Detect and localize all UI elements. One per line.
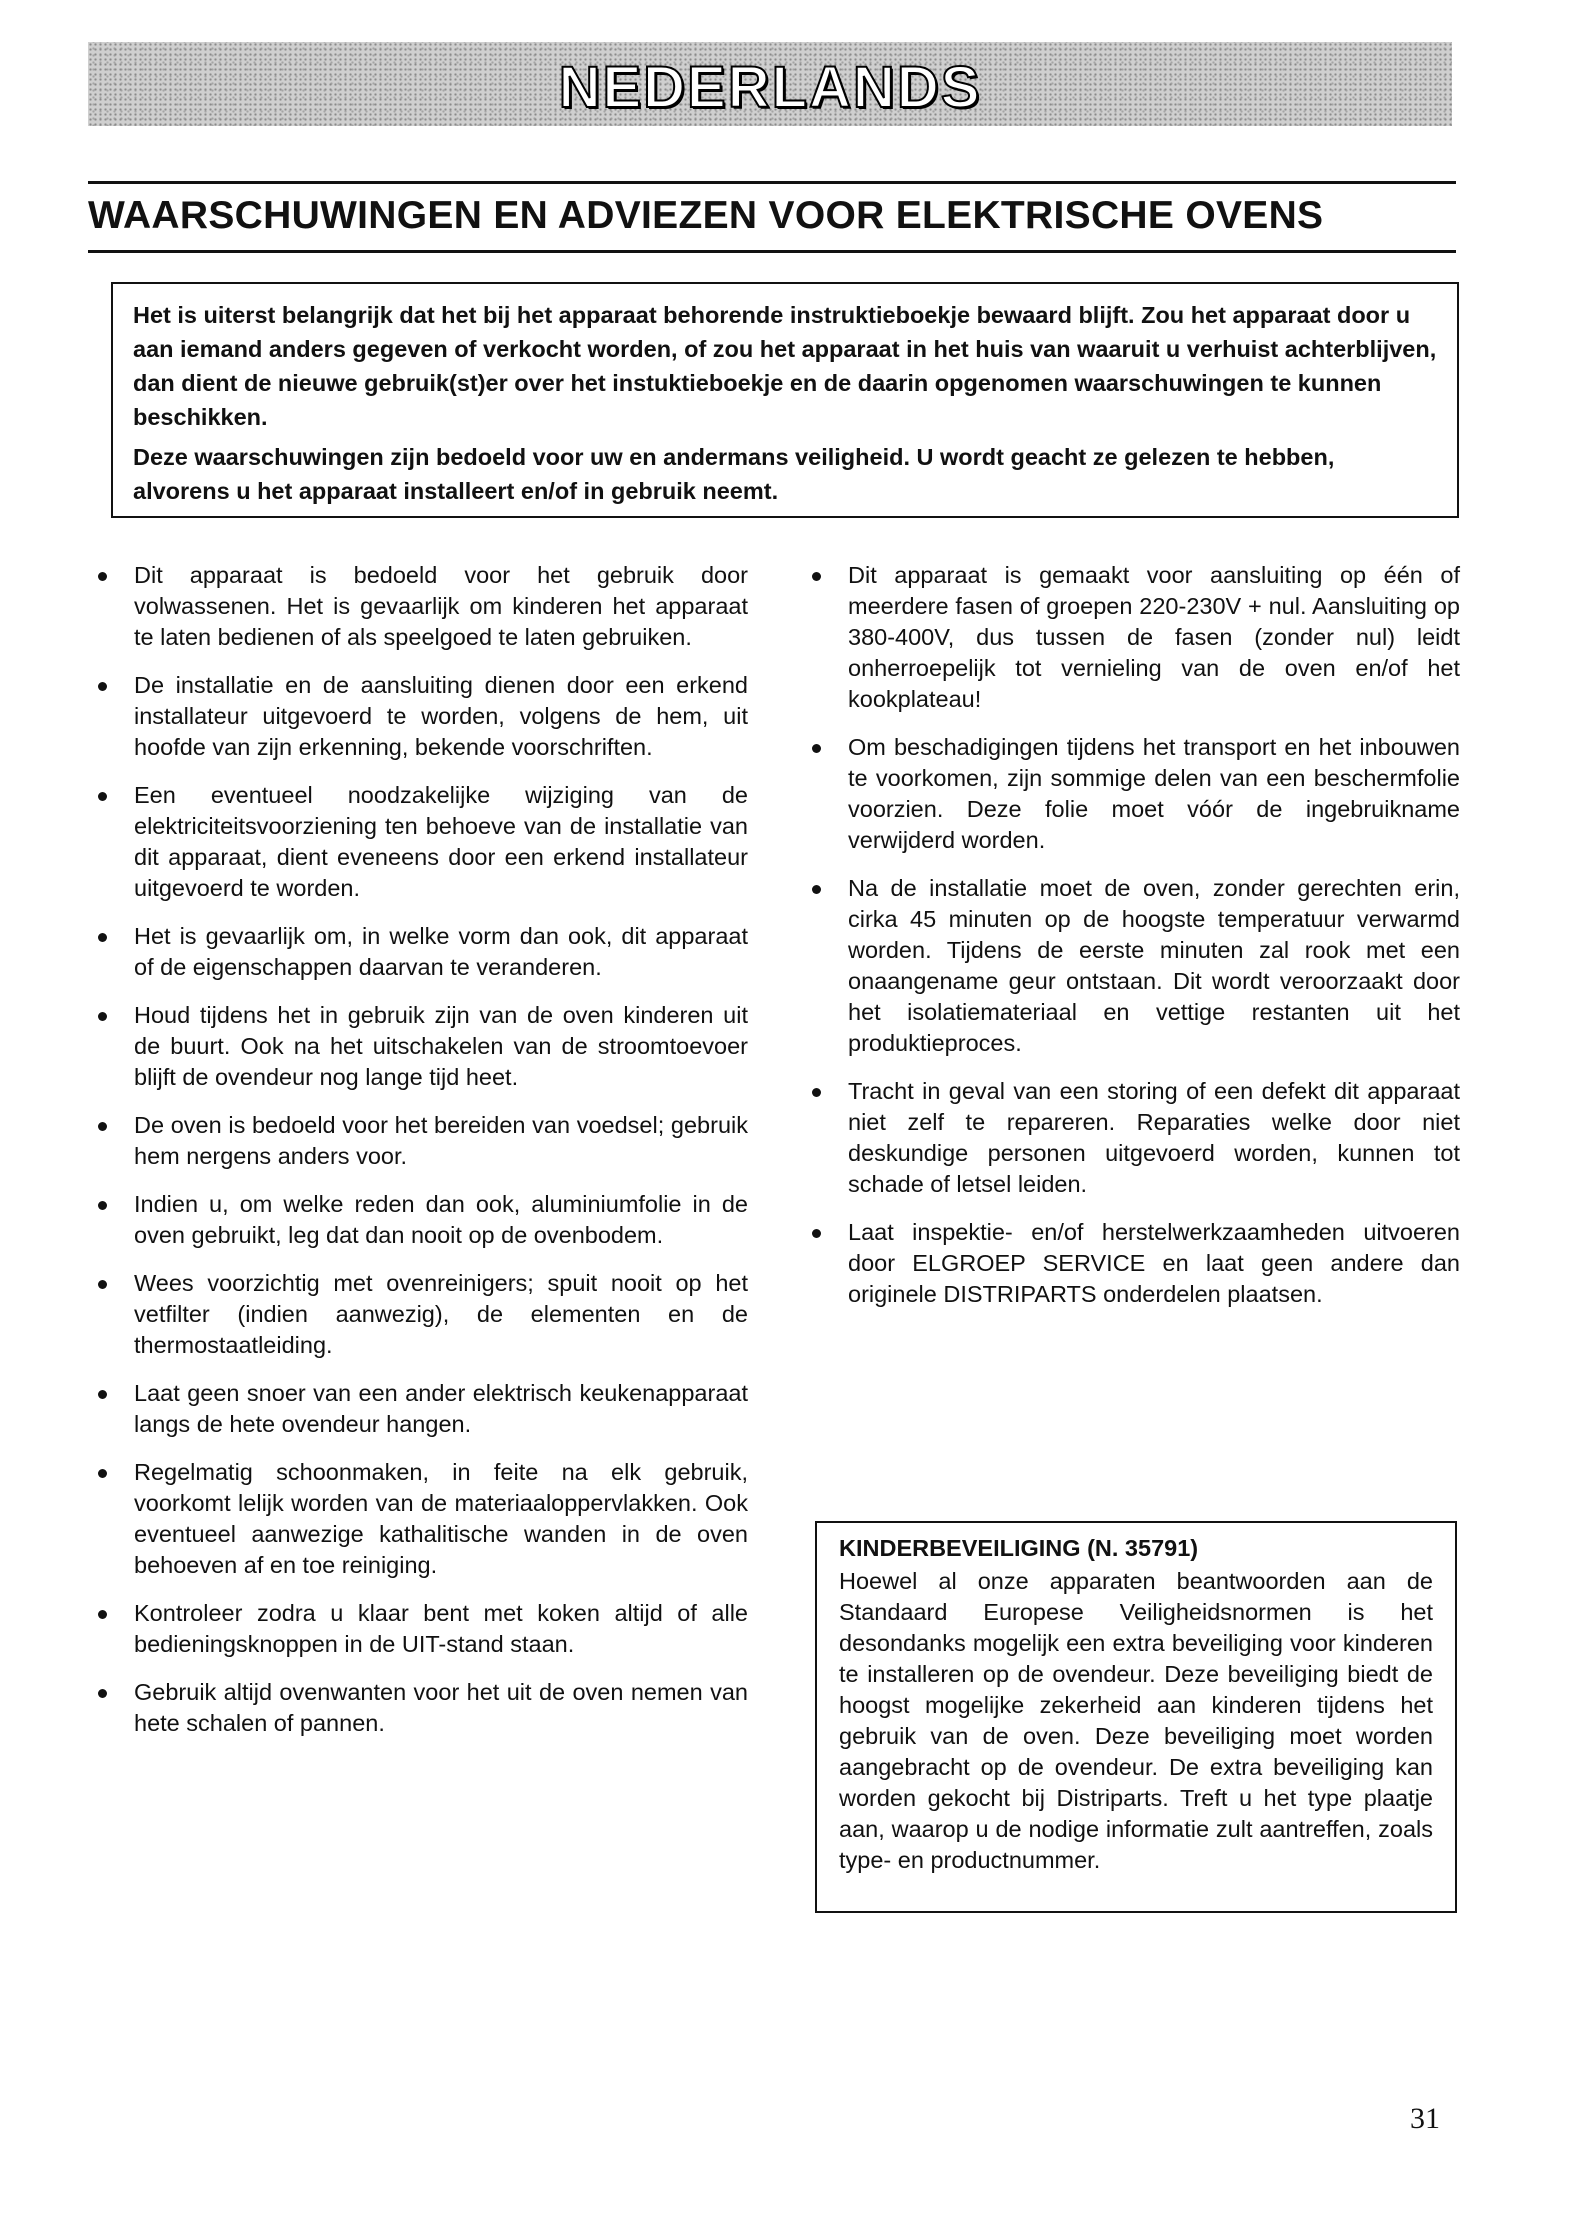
child-safety-box	[815, 1521, 1457, 1913]
bullet-icon	[98, 1201, 107, 1210]
list-item	[810, 1076, 1460, 1200]
list-item	[810, 1217, 1460, 1310]
bullet-icon	[812, 1229, 821, 1238]
list-item	[96, 921, 748, 983]
page-title: WAARSCHUWINGEN EN ADVIEZEN VOOR ELEKTRISCHE OVENS	[88, 194, 1324, 237]
list-item	[96, 780, 748, 904]
bullet-icon	[98, 1012, 107, 1021]
list-item	[96, 1457, 748, 1581]
list-item-text: Houd tijdens het in gebruik zijn van de oven kinderen uit de buurt. Ook na het uitschakelen van de stroomtoevoer blijft de ovendeur nog lange tijd heet.	[134, 1002, 748, 1090]
bullet-icon	[98, 792, 107, 801]
list-item	[96, 1110, 748, 1172]
list-item-text: Een eventueel noodzakelijke wijziging van de elektriciteitsvoorziening ten behoeve van de installatie van dit apparaat, dient eveneens door een erkend installateur uitgevoerd te worden.	[134, 782, 748, 901]
banner-title: NEDERLANDS	[558, 55, 982, 120]
notice-paragraph: Het is uiterst belangrijk dat het bij het apparaat behorende instruktieboekje bewaard blijft. Zou het apparaat door u aan iemand anders gegeven of verkocht worden, of zou het apparaat in het huis van waaruit u verhuist achterblijven, dan dient de nieuwe gebruik(st)er over het instuktieboekje en de daarin opgenomen waarschuwingen te kunnen beschikken.	[133, 302, 1437, 430]
list-item-text: Na de installatie moet de oven, zonder gerechten erin, cirka 45 minuten op de hoogste temperatuur verwarmd worden. Tijdens de eerste minuten zal rook met een onaangename geur ontstaan. Dit wordt veroorzaakt door het isolatiemateriaal en vettige restanten uit het produktieproces.	[848, 875, 1460, 1056]
list-item	[96, 1189, 748, 1251]
bullet-icon	[98, 1689, 107, 1698]
bullet-icon	[98, 572, 107, 581]
bullet-icon	[812, 1088, 821, 1097]
list-item	[96, 1677, 748, 1739]
page-number: 31	[1410, 2102, 1440, 2135]
bullet-icon	[98, 933, 107, 942]
list-item-text: Het is gevaarlijk om, in welke vorm dan ook, dit apparaat of de eigenschappen daarvan te veranderen.	[134, 923, 748, 980]
list-item	[96, 1598, 748, 1660]
title-rule-top	[88, 181, 1456, 184]
bullet-icon	[98, 1280, 107, 1289]
bullet-icon	[812, 572, 821, 581]
left-warning-list	[96, 560, 748, 1756]
list-item-text: Laat inspektie- en/of herstelwerkzaamheden uitvoeren door ELGROEP SERVICE en laat geen andere dan originele DISTRIPARTS onderdelen plaatsen.	[848, 1219, 1460, 1307]
list-item-text: De oven is bedoeld voor het bereiden van voedsel; gebruik hem nergens anders voor.	[134, 1112, 748, 1169]
bullet-icon	[98, 1122, 107, 1131]
notice-paragraph: Deze waarschuwingen zijn bedoeld voor uw en andermans veiligheid. U wordt geacht ze gelezen te hebben, alvorens u het apparaat installeert en/of in gebruik neemt.	[133, 444, 1335, 504]
list-item-text: Tracht in geval van een storing of een defekt dit apparaat niet zelf te repareren. Reparaties welke door niet deskundige personen uitgevoerd worden, kunnen tot schade of letsel leiden.	[848, 1078, 1460, 1197]
list-item-text: Laat geen snoer van een ander elektrisch keukenapparaat langs de hete ovendeur hangen.	[134, 1380, 748, 1437]
list-item-text: Regelmatig schoonmaken, in feite na elk gebruik, voorkomt lelijk worden van de materiaaloppervlakken. Ook eventueel aanwezige kathalitische wanden in de oven behoeven af en toe reiniging.	[134, 1459, 748, 1578]
bullet-icon	[98, 1469, 107, 1478]
child-safety-title: KINDERBEVEILIGING (N. 35791)	[839, 1535, 1199, 1561]
important-notice-box	[111, 282, 1459, 518]
list-item	[96, 560, 748, 653]
title-rule-bottom	[88, 250, 1456, 253]
bullet-icon	[98, 682, 107, 691]
list-item-text: De installatie en de aansluiting dienen door een erkend installateur uitgevoerd te worden, volgens de hem, uit hoofde van zijn erkenning, bekende voorschriften.	[134, 672, 748, 760]
list-item	[810, 732, 1460, 856]
list-item-text: Gebruik altijd ovenwanten voor het uit de oven nemen van hete schalen of pannen.	[134, 1679, 748, 1736]
right-warning-list	[810, 560, 1460, 1327]
list-item	[96, 670, 748, 763]
list-item	[810, 560, 1460, 715]
list-item	[810, 873, 1460, 1059]
bullet-icon	[812, 885, 821, 894]
bullet-icon	[812, 744, 821, 753]
list-item	[96, 1000, 748, 1093]
list-item-text: Dit apparaat is bedoeld voor het gebruik door volwassenen. Het is gevaarlijk om kinderen het apparaat te laten bedienen of als speelgoed te laten gebruiken.	[134, 562, 748, 650]
list-item	[96, 1268, 748, 1361]
bullet-icon	[98, 1390, 107, 1399]
child-safety-text: Hoewel al onze apparaten beantwoorden aan de Standaard Europese Veiligheidsnormen is het desondanks mogelijk een extra beveiliging voor kinderen te installeren op de ovendeur. Deze beveiliging biedt de hoogst mogelijke zekerheid aan kinderen tijdens het gebruik van de oven. Deze beveiliging moet worden aangebracht op de ovendeur. De extra beveiliging kan worden gekocht bij Distriparts. Treft u het type plaatje aan, waarop u de nodige informatie zult aantreffen, zoals type- en productnummer.	[839, 1568, 1433, 1873]
language-banner	[88, 42, 1452, 126]
list-item	[96, 1378, 748, 1440]
list-item-text: Kontroleer zodra u klaar bent met koken altijd of alle bedieningsknoppen in de UIT-stand staan.	[134, 1600, 748, 1657]
list-item-text: Indien u, om welke reden dan ook, aluminiumfolie in de oven gebruikt, leg dat dan nooit op de ovenbodem.	[134, 1191, 748, 1248]
list-item-text: Dit apparaat is gemaakt voor aansluiting op één of meerdere fasen of groepen 220-230V + nul. Aansluiting op 380-400V, dus tussen de fasen (zonder nul) leidt onherroepelijk tot vernieling van de oven en/of het kookplateau!	[848, 562, 1460, 712]
list-item-text: Wees voorzichtig met ovenreinigers; spuit nooit op het vetfilter (indien aanwezig), de elementen en de thermostaatleiding.	[134, 1270, 748, 1358]
bullet-icon	[98, 1610, 107, 1619]
list-item-text: Om beschadigingen tijdens het transport en het inbouwen te voorkomen, zijn sommige delen van een beschermfolie voorzien. Deze folie moet vóór de ingebruikname verwijderd worden.	[848, 734, 1460, 853]
